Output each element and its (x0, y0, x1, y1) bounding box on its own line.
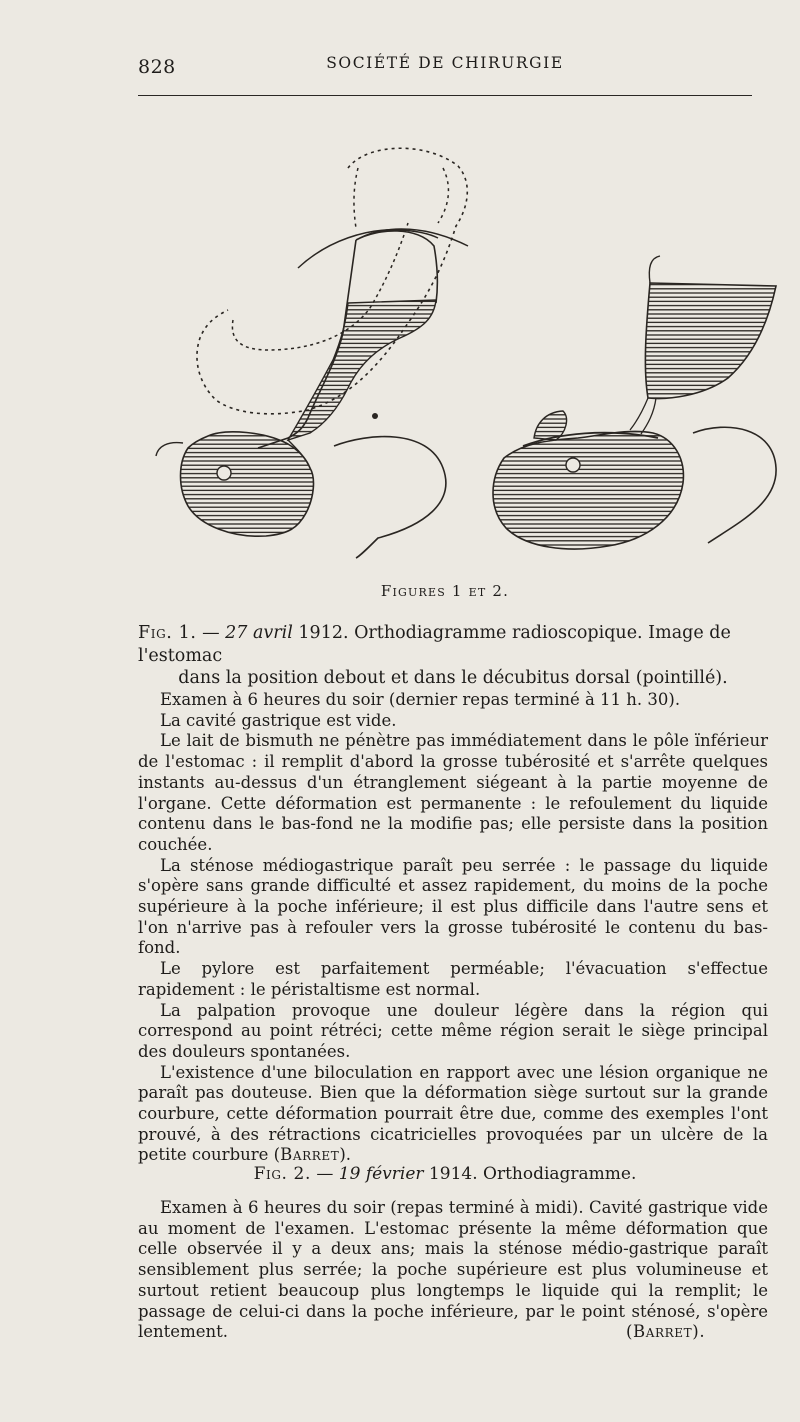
figure-1-stomach (156, 148, 468, 558)
figure-1-upper-pocket-fill (288, 300, 436, 440)
sig-close: ). (692, 1322, 706, 1341)
running-head (138, 52, 752, 80)
figure-2-label: Fig. 2. (253, 1164, 311, 1184)
figure-2-pylorus-marker (566, 458, 580, 472)
figure-2-dash: — (310, 1164, 339, 1184)
author-name: Barret (633, 1322, 693, 1341)
paragraph-end: ). (339, 1145, 352, 1165)
figure-1-date: 27 avril (225, 623, 293, 643)
author-name: Barret (280, 1145, 340, 1165)
paragraph: La cavité gastrique est vide. (160, 710, 397, 730)
figure-2-legend (138, 1164, 752, 1184)
figure-1-dotted-fundus (354, 168, 358, 228)
figure-1-legend (138, 622, 768, 690)
figure-2-stomach (493, 256, 776, 549)
figure-2-duodenum-curve (693, 427, 776, 543)
figure-2-legend-rest: 1914. Orthodiagramme. (423, 1164, 637, 1184)
figure-1-legend-line1: 1912. Orthodiagramme radioscopique. Image de l'estomac (138, 623, 731, 666)
figure-1-legend-line2: dans la position debout et dans le décubitus dorsal (pointillé). (178, 668, 728, 688)
header-rule (138, 95, 752, 96)
paragraph-text: L'existence d'une biloculation en rapport avec une lésion organique ne paraît pas douteuse. Bien que la déformation siège surtout sur la grande courbure, cette déformation pourrait être due, comme des exemples l'ont prouvé, à des rétractions cicatricielles provoquées par un ulcère de la petite courbure ( (138, 1062, 768, 1165)
figure-1-duodenum-curve (334, 437, 446, 558)
running-title: SOCIÉTÉ DE CHIRURGIE (326, 54, 564, 72)
paragraph: La sténose médiogastrique paraît peu serrée : le passage du liquide s'opère sans grande difficulté et assez rapidement, du moins de la poche supérieure à la poche inférieure; il est plus difficile dans l'autre sens et l'on n'arrive pas à refouler vers la grosse tubérosité le contenu du bas-fond. (138, 855, 768, 958)
paragraph: Le lait de bismuth ne pénètre pas immédiatement dans le pôle ïnférieur de l'estomac : il remplit d'abord la grosse tubérosité et s'arrête quelques instants au-dessus d'un étranglement siégeant à la partie moyenne de l'organe. Cette déformation est permanente : le refoulement du liquide contenu dans le bas-fond ne la modifie pas; elle persiste dans la position couchée. (138, 731, 768, 854)
figure-2-date: 19 février (338, 1164, 424, 1184)
paragraph: Le pylore est parfaitement perméable; l'évacuation s'effectue rapidement : le péristaltisme est normal. (138, 959, 768, 999)
paragraph: Examen à 6 heures du soir (dernier repas terminé à 11 h. 30). (160, 690, 681, 709)
sig-open: ( (626, 1322, 634, 1341)
page-number: 828 (138, 56, 176, 78)
figure-1-label: Fig. 1. (138, 623, 197, 643)
figure-2-upper-pocket (645, 283, 776, 398)
figure-1-dash: — (196, 623, 226, 643)
figures-caption: Figures 1 et 2. (380, 582, 510, 600)
figure-2-small-cap (534, 411, 567, 440)
paragraph (138, 1063, 768, 1167)
signature (626, 1322, 705, 1341)
paragraph: Examen à 6 heures du soir (repas terminé à midi). Cavité gastrique vide au moment de l'examen. L'estomac présente la même déformation que celle observée il y a deux ans; mais la sténose médio-gastrique paraît sensiblement plus serrée; la poche supérieure est plus volumineuse et surtout retient beaucoup plus longtemps le liquide qui la remplit; le passage de celui-ci dans la poche inférieure, par le point sténosé, s'opère lentement. (138, 1198, 768, 1342)
orthodiagram-figures (138, 128, 778, 568)
figure-2-stenosis (630, 398, 656, 434)
figure-1-text (138, 690, 768, 1166)
figure-2-lower-pocket (493, 431, 683, 549)
figure-1-lower-pocket (181, 432, 314, 536)
paragraph: La palpation provoque une douleur légère dans la région qui correspond au point rétréci; cette même région serait le siège principal des douleurs spontanées. (138, 1000, 768, 1061)
figure-1-dotted-side (438, 168, 448, 223)
figure-1-pylorus-marker (217, 466, 231, 480)
